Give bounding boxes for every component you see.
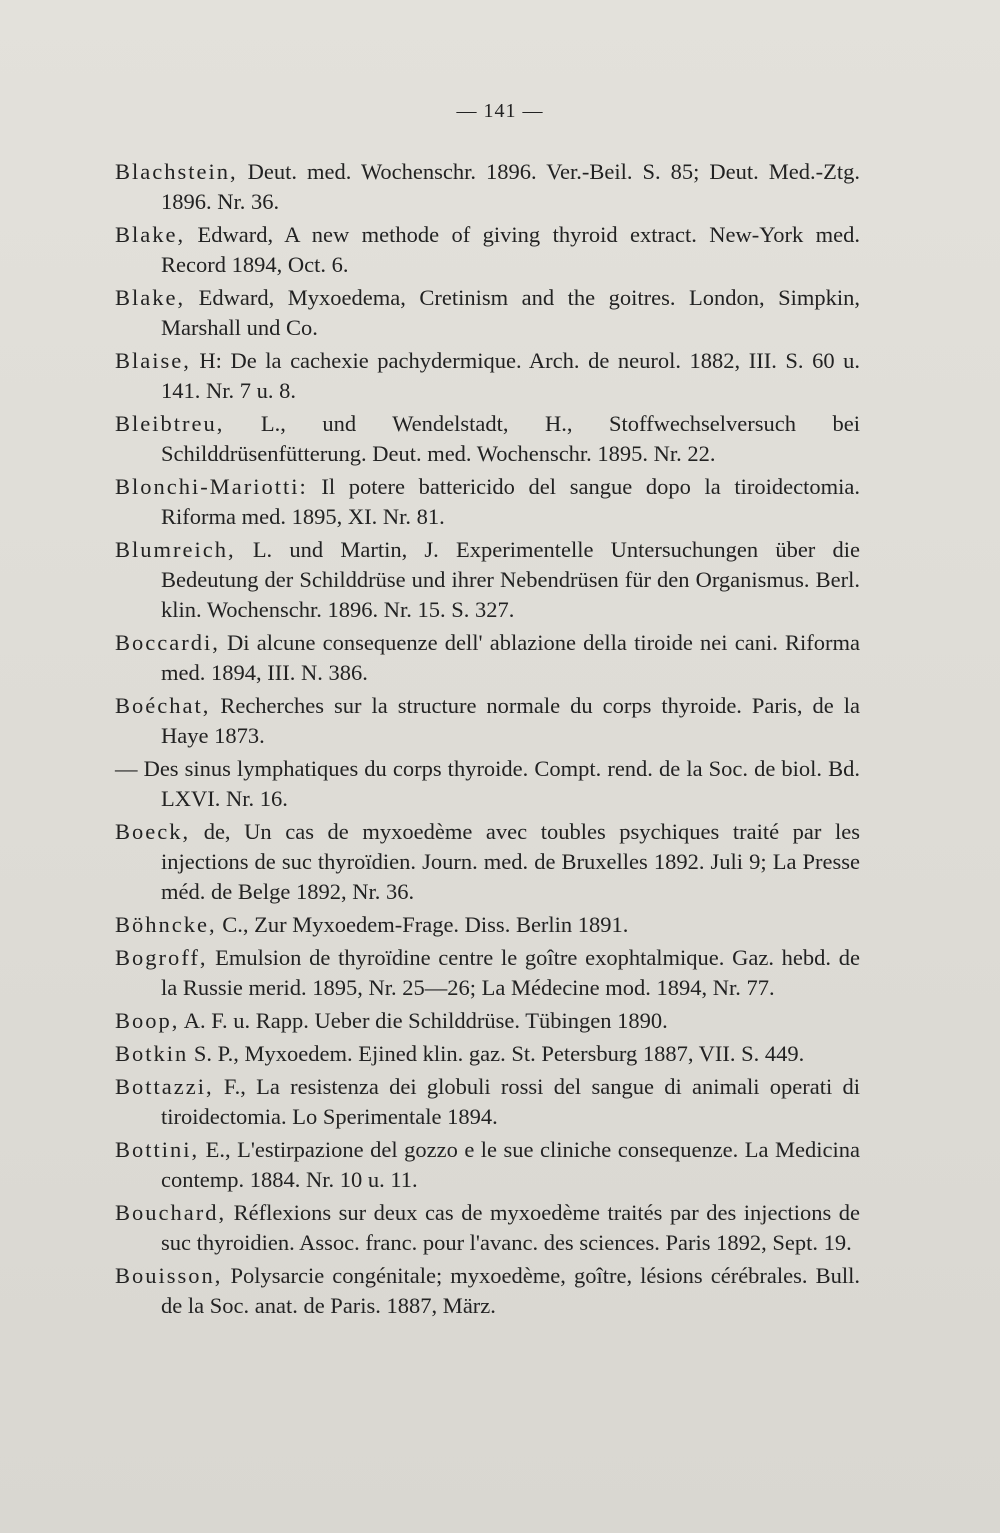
- entry-text: S. P., Myxoedem. Ejined klin. gaz. St. Petersburg 1887, VII. S. 449.: [188, 1041, 805, 1066]
- entry-author: Böhncke,: [115, 912, 217, 937]
- page-number: — 141 —: [456, 100, 544, 122]
- bibliography-entry: [115, 628, 860, 688]
- entry-author: Blake,: [115, 285, 186, 310]
- entry-author: Botkin: [115, 1041, 189, 1066]
- entry-text: E., L'estirpazione del gozzo e le sue cliniche consequenze. La Medicina contemp. 1884. Nr. 10 u. 11.: [161, 1137, 860, 1192]
- bibliography-entry: [115, 1006, 860, 1036]
- bibliography-entry: [115, 1135, 860, 1195]
- entry-author: Bogroff,: [115, 945, 208, 970]
- entry-text: de, Un cas de myxoedème avec toubles psychiques traité par les injections de suc thyroïdien. Journ. med. de Bruxelles 1892. Juli 9; La Presse méd. de Belge 1892, Nr. 36.: [161, 819, 860, 904]
- entry-author: Blachstein,: [115, 159, 238, 184]
- bibliography-entry: [115, 1198, 860, 1258]
- entry-author: Blake,: [115, 222, 186, 247]
- entry-author: Bottazzi,: [115, 1074, 214, 1099]
- bibliography-entry: [115, 943, 860, 1003]
- bibliography-entry: [115, 910, 860, 940]
- entry-author: Boccardi,: [115, 630, 220, 655]
- entry-author: Bottini,: [115, 1137, 200, 1162]
- entry-text: L. und Martin, J. Experimentelle Untersuchungen über die Bedeutung der Schilddrüse und ihrer Nebendrüsen für den Organismus. Berl. klin. Wochenschr. 1896. Nr. 15. S. 327.: [161, 537, 860, 622]
- bibliography-entry: [115, 409, 860, 469]
- entry-author: Boop,: [115, 1008, 180, 1033]
- entry-text: Recherches sur la structure normale du corps thyroide. Paris, de la Haye 1873.: [161, 693, 860, 748]
- entry-author: Blonchi-Mariotti:: [115, 474, 308, 499]
- entry-author: Boeck,: [115, 819, 191, 844]
- entry-text: Edward, Myxoedema, Cretinism and the goitres. London, Simpkin, Marshall und Co.: [161, 285, 860, 340]
- bibliography-entry: [115, 283, 860, 343]
- entry-text: H: De la cachexie pachydermique. Arch. de neurol. 1882, III. S. 60 u. 141. Nr. 7 u. 8.: [161, 348, 860, 403]
- entry-text: A. F. u. Rapp. Ueber die Schilddrüse. Tübingen 1890.: [179, 1008, 668, 1033]
- bibliography-entry: [115, 1039, 860, 1069]
- entry-author: Blaise,: [115, 348, 191, 373]
- bibliography-entry: [115, 346, 860, 406]
- entry-text: Emulsion de thyroïdine centre le goître exophtalmique. Gaz. hebd. de la Russie merid. 1895, Nr. 25—26; La Médecine mod. 1894, Nr. 77.: [161, 945, 860, 1000]
- entry-author: Bouchard,: [115, 1200, 227, 1225]
- entry-author: Bouisson,: [115, 1263, 223, 1288]
- bibliography-entry: [115, 817, 860, 907]
- entry-author: Blumreich,: [115, 537, 236, 562]
- entry-text: Des sinus lymphatiques du corps thyroide. Compt. rend. de la Soc. de biol. Bd. LXVI. Nr. 16.: [137, 756, 860, 811]
- bibliography-entry: [115, 472, 860, 532]
- entry-text: Di alcune consequenze dell' ablazione della tiroide nei cani. Riforma med. 1894, III. N. 386.: [161, 630, 860, 685]
- entry-author: Boéchat,: [115, 693, 211, 718]
- entry-text: Réflexions sur deux cas de myxoedème traités par des injections de suc thyroidien. Assoc. franc. pour l'avanc. des sciences. Paris 1892, Sept. 19.: [161, 1200, 860, 1255]
- entry-dash: —: [115, 756, 138, 781]
- bibliography-entry: [115, 535, 860, 625]
- entry-text: C., Zur Myxoedem-Frage. Diss. Berlin 1891.: [216, 912, 629, 937]
- bibliography-entry: [115, 157, 860, 217]
- bibliography-entry: [115, 754, 860, 814]
- entry-text: Deut. med. Wochenschr. 1896. Ver.-Beil. S. 85; Deut. Med.-Ztg. 1896. Nr. 36.: [161, 159, 860, 214]
- entry-text: Polysarcie congénitale; myxoedème, goître, lésions cérébrales. Bull. de la Soc. anat. de Paris. 1887, März.: [161, 1263, 860, 1318]
- bibliography-entry: [115, 220, 860, 280]
- bibliography-list: [115, 157, 860, 1321]
- entry-text: Edward, A new methode of giving thyroid extract. New-York med. Record 1894, Oct. 6.: [161, 222, 860, 277]
- bibliography-entry: [115, 691, 860, 751]
- entry-text: F., La resistenza dei globuli rossi del sangue di animali operati di tiroidectomia. Lo Sperimentale 1894.: [161, 1074, 860, 1129]
- entry-text: Il potere battericido del sangue dopo la tiroidectomia. Riforma med. 1895, XI. Nr. 81.: [161, 474, 860, 529]
- entry-author: Bleibtreu,: [115, 411, 225, 436]
- bibliography-entry: [115, 1072, 860, 1132]
- bibliography-entry: [115, 1261, 860, 1321]
- entry-text: L., und Wendelstadt, H., Stoffwechselversuch bei Schilddrüsenfütterung. Deut. med. Wochenschr. 1895. Nr. 22.: [161, 411, 860, 466]
